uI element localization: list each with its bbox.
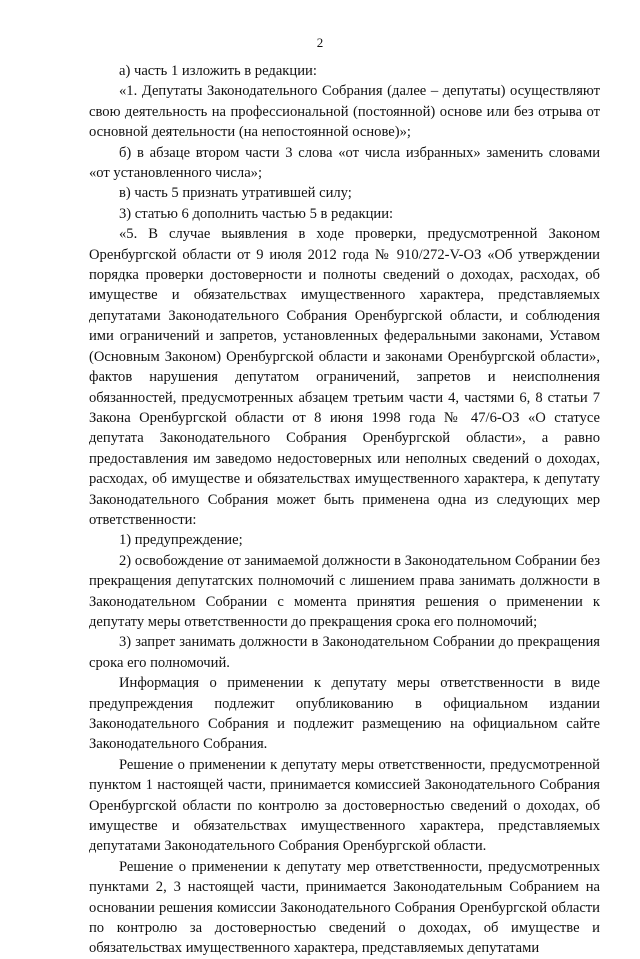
paragraph: 3) статью 6 дополнить частью 5 в редакции: [119, 205, 394, 222]
paragraph: 2) освобождение от занимаемой должности в Законодательном Собрании без прекращения депутатских полномочий с лишением права занимать должности в Законодательном Собрании с момента принятия решения о применении к депутату меры ответственности до прекращения срока его полномочий; [89, 552, 600, 630]
paragraph: а) часть 1 изложить в редакции: [119, 63, 317, 79]
paragraph: Информация о применении к депутату меры ответственности в виде предупреждения подлежит опубликованию в официальном издании Законодательного Собрания и подлежит размещению на официальном сайте Законодательного Собрания. [89, 675, 600, 753]
document-body [89, 61, 600, 959]
paragraph: «1. Депутаты Законодательного Собрания (далее – депутаты) осуществляют свою деятельность на профессиональной (постоянной) основе или без отрыва от основной деятельности (на непостоянной основе)»; [89, 83, 600, 141]
paragraph: в) часть 5 признать утратившей силу; [119, 185, 352, 202]
paragraph: Решение о применении к депутату меры ответственности, предусмотренной пунктом 1 настоящей части, принимается комиссией Законодательного Собрания Оренбургской области по контролю за достоверностью сведений о доходах, об имуществе и обязательствах имущественного характера, представляемых депутатами Законодательного Собрания Оренбургской области. [89, 756, 600, 855]
paragraph: 3) запрет занимать должности в Законодательном Собрании до прекращения срока его полномочий. [89, 634, 600, 671]
page-number: 2 [316, 35, 324, 50]
paragraph: 1) предупреждение; [119, 532, 243, 549]
paragraph: б) в абзаце втором части 3 слова «от числа избранных» заменить словами «от установленного числа»; [89, 144, 600, 182]
paragraph: «5. В случае выявления в ходе проверки, предусмотренной Законом Оренбургской области от 9 июля 2012 года № 910/272-V-ОЗ «Об утверждении порядка проверки достоверности и полноты сведений о доходах, расходах, об имуществе и обязательствах имущественного характера, представляемых депутатами Законодательного Собрания Оренбургской области, и соблюдения ими ограничений и запретов, установленных федеральными законами, Уставом (Основным Законом) Оренбургской области и законами Оренбургской области», фактов нарушения депутатом ограничений, запретов и неисполнения обязанностей, предусмотренных абзацем третьим части 4, частями 6, 8 статьи 7 Закона Оренбургской области от 8 июня 1998 года № 47/6-ОЗ «О статусе депутата Законодательного Собрания Оренбургской области», а равно предоставления им заведомо недостоверных или неполных сведений о доходах, расходах, об имуществе и обязательствах имущественного характера, к депутату Законодательного Собрания может быть применена одна из следующих мер ответственности: [89, 226, 600, 528]
paragraph: Решение о применении к депутату мер ответственности, предусмотренных пунктами 2, 3 настоящей части, принимается Законодательным Собранием на основании решения комиссии Законодательного Собрания Оренбургской области по контролю за достоверностью сведений о доходах, об имуществе и обязательствах имущественного характера, представляемых депутатами [89, 858, 600, 957]
